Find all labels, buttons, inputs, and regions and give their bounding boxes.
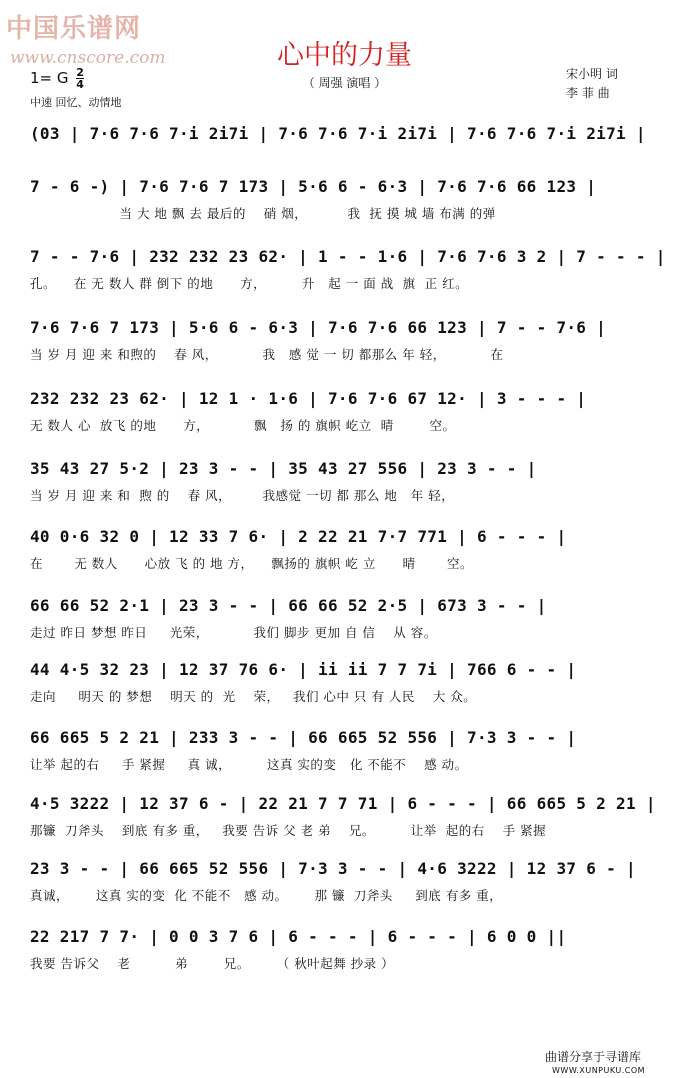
lyrics-line: 当 岁 月 迎 来 和 煦 的 春 风， 我感觉 一切 都 那么 地 年 轻，	[30, 488, 455, 503]
notes-line: 4·5 3222 | 12 37 6 - | 22 21 7 7 71 | 6 - - - | 66 665 5 2 21 |	[30, 794, 656, 813]
composer-credit: 李 菲 曲	[566, 86, 610, 100]
notes-line: 66 66 52 2·1 | 23 3 - - | 66 66 52 2·5 | 673 3 - - |	[30, 596, 547, 615]
lyrics-line	[30, 152, 660, 170]
tempo-marking: 中速 回忆、动情地	[30, 96, 122, 109]
notes-line: 44 4·5 32 23 | 12 37 76 6· | ii ii 7 7 7i | 766 6 - - |	[30, 660, 577, 679]
notes-line: 7 - - 7·6 | 232 232 23 62· | 1 - - 1·6 | 7·6 7·6 3 2 | 7 - - - |	[30, 247, 666, 266]
key-label: 1= G	[30, 69, 69, 87]
lyrics-line: 孔。 在 无 数人 群 倒下 的地 方， 升 起 一 面 战 旗 正 红。	[30, 276, 469, 291]
lyrics-line: 让举 起的右 手 紧握 真 诚， 这真 实的变 化 不能不 感 动。	[30, 757, 468, 772]
lyrics-line: 那镰 刀斧头 到底 有多 重， 我要 告诉 父 老 弟 兄。 让举 起的右 手 紧握	[30, 823, 547, 838]
singer-line: （ 周强 演唱 ）	[302, 76, 387, 90]
notes-line: 232 232 23 62· | 12 1 · 1·6 | 7·6 7·6 67 12· | 3 - - - |	[30, 389, 587, 408]
meter-bottom: 4	[76, 78, 84, 91]
song-title: 心中的力量	[277, 40, 412, 71]
notes-line: 66 665 5 2 21 | 233 3 - - | 66 665 52 556 | 7·3 3 - - |	[30, 728, 577, 747]
key-signature	[30, 67, 84, 90]
lyrics-line: 当 大 地 飘 去 最后的 硝 烟， 我 抚 摸 城 墙 布满 的弹	[30, 206, 496, 221]
lyrics-line: 当 岁 月 迎 来 和煦的 春 风， 我 感 觉 一 切 都那么 年 轻， 在	[30, 347, 504, 362]
footer-credit: 曲谱分享于寻谱库	[545, 1050, 642, 1064]
lyrics-line: 无 数人 心 放飞 的地 方， 飘 扬 的 旗帜 屹立 晴 空。	[30, 418, 456, 433]
notes-line: 7 - 6 -) | 7·6 7·6 7 173 | 5·6 6 - 6·3 | 7·6 7·6 66 123 |	[30, 177, 597, 196]
time-signature	[76, 67, 84, 90]
footer-url: WWW.XUNPUKU.COM	[552, 1066, 646, 1075]
lyrics-line: 真诚， 这真 实的变 化 不能不 感 动。 那 镰 刀斧头 到底 有多 重，	[30, 888, 503, 903]
lyrics-line: 在 无 数人 心放 飞 的 地 方， 飘扬的 旗帜 屹 立 晴 空。	[30, 556, 473, 571]
meter-top: 2	[76, 66, 84, 79]
notes-line: 7·6 7·6 7 173 | 5·6 6 - 6·3 | 7·6 7·6 66 123 | 7 - - 7·6 |	[30, 318, 607, 337]
notes-line: 22 217 7 7· | 0 0 3 7 6 | 6 - - - | 6 - - - | 6 0 0 ||	[30, 927, 567, 946]
watermark-logo: 中国乐谱网	[6, 14, 142, 44]
notes-line: 23 3 - - | 66 665 52 556 | 7·3 3 - - | 4·6 3222 | 12 37 6 - |	[30, 859, 636, 878]
lyrics-line: 我要 告诉父 老 弟 兄。 （ 秋叶起舞 抄录 ）	[30, 956, 395, 971]
lyricist-credit: 宋小明 词	[566, 67, 618, 81]
notes-line: (03 | 7·6 7·6 7·i 2i7i | 7·6 7·6 7·i 2i7i | 7·6 7·6 7·i 2i7i |	[30, 124, 646, 143]
lyrics-line: 走向 明天 的 梦想 明天 的 光 荣， 我们 心中 只 有 人民 大 众。	[30, 689, 477, 704]
credits	[566, 65, 618, 103]
notes-line: 35 43 27 5·2 | 23 3 - - | 35 43 27 556 | 23 3 - - |	[30, 459, 537, 478]
watermark-url: www.cnscore.com	[10, 48, 166, 68]
notes-line: 40 0·6 32 0 | 12 33 7 6· | 2 22 21 7·7 771 | 6 - - - |	[30, 527, 567, 546]
lyrics-line: 走过 昨日 梦想 昨日 光荣， 我们 脚步 更加 自 信 从 容。	[30, 625, 437, 640]
